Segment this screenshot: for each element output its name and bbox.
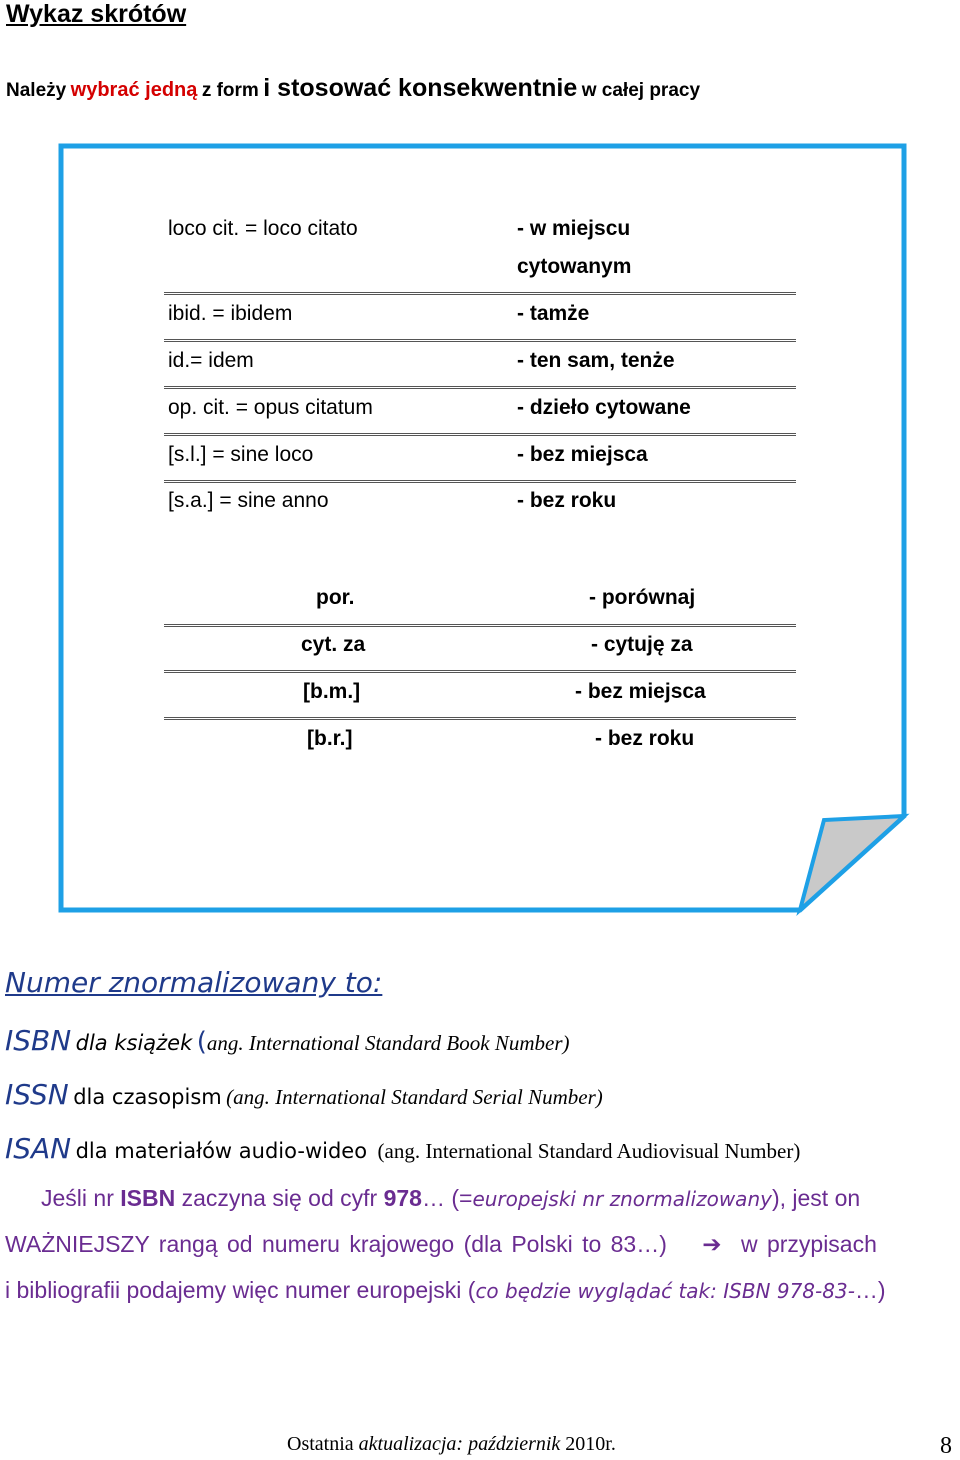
para-l1-c: … (= xyxy=(421,1185,473,1211)
row-cyt-left: cyt. za xyxy=(301,633,366,656)
row-por-left: por. xyxy=(316,586,355,609)
row-bm-left: [b.m.] xyxy=(303,680,361,703)
isbn-paren: ( xyxy=(196,1027,207,1057)
isbn-line xyxy=(5,1024,569,1057)
isbn-desc: dla książek xyxy=(75,1031,193,1055)
isbn-ang: ang. International Standard Book Number) xyxy=(206,1031,570,1055)
divider xyxy=(164,433,796,436)
row-idem-left: id.= idem xyxy=(168,349,254,372)
page-title: Wykaz skrótów xyxy=(6,0,187,28)
page-number: 8 xyxy=(940,1433,952,1459)
footer-text1: Ostatnia xyxy=(287,1433,354,1455)
isan-code: ISAN xyxy=(5,1132,72,1165)
row-loco-cit-right2: cytowanym xyxy=(517,255,632,278)
para-l3-a: i bibliografii podajemy więc numer europejski ( xyxy=(5,1277,476,1303)
row-bm-right: - bez miejsca xyxy=(575,680,706,703)
footer-text3: 2010r. xyxy=(565,1433,616,1455)
row-idem-right: - ten sam, tenże xyxy=(517,349,675,372)
row-sl-right: - bez miejsca xyxy=(517,443,648,466)
para-l2-a: WAŻNIEJSZY rangą od numeru krajowego (dla Polski to 83…) xyxy=(5,1231,667,1257)
isan-line xyxy=(5,1132,800,1165)
para-l1-it: europejski nr znormalizowany xyxy=(472,1187,772,1211)
divider xyxy=(164,624,796,627)
intro-part5: w całej pracy xyxy=(581,80,701,101)
divider xyxy=(164,386,796,389)
row-loco-cit-right: - w miejscu xyxy=(517,217,631,240)
intro-part1: Należy xyxy=(6,80,67,101)
intro-part2: wybrać jedną xyxy=(70,79,198,101)
para-l1-b: zaczyna się od cyfr xyxy=(181,1185,378,1211)
para-l1-isbn: ISBN xyxy=(120,1185,176,1211)
divider xyxy=(164,717,796,720)
issn-line xyxy=(5,1078,603,1111)
isbn-code: ISBN xyxy=(5,1024,72,1057)
row-loco-cit-left: loco cit. = loco citato xyxy=(168,217,358,240)
paragraph-line-2 xyxy=(5,1231,957,1258)
para-l2-b: w przypisach xyxy=(740,1231,877,1257)
divider xyxy=(164,339,796,342)
row-sa-right: - bez roku xyxy=(517,489,617,512)
issn-code: ISSN xyxy=(5,1078,69,1111)
divider xyxy=(164,480,796,483)
intro-part3: z form xyxy=(201,80,259,101)
row-ibid-left: ibid. = ibidem xyxy=(168,302,293,325)
paragraph-line-3 xyxy=(5,1277,957,1304)
row-br-left: [b.r.] xyxy=(307,727,353,750)
paragraph-line-1 xyxy=(5,1185,957,1212)
footer-text xyxy=(287,1433,616,1456)
para-l1-978: 978 xyxy=(383,1185,422,1211)
arrow-right-icon: ➔ xyxy=(702,1231,722,1257)
para-l1-a: Jeśli nr xyxy=(41,1185,114,1211)
para-l3-it: co będzie wyglądać tak: ISBN 978-83- xyxy=(475,1279,855,1303)
divider xyxy=(164,670,796,673)
numer-heading: Numer znormalizowany to: xyxy=(5,966,383,999)
row-opcit-right: - dzieło cytowane xyxy=(517,396,691,419)
row-sl-left: [s.l.] = sine loco xyxy=(168,443,314,466)
isan-ang: (ang. International Standard Audiovisual Number) xyxy=(377,1139,801,1163)
row-cyt-right: - cytuję za xyxy=(591,633,693,656)
issn-desc: dla czasopism xyxy=(73,1085,222,1109)
footer-text2: aktualizacja: październik xyxy=(358,1433,561,1455)
para-l1-d: ), jest on xyxy=(771,1185,861,1211)
intro-part4: i stosować konsekwentnie xyxy=(263,74,578,102)
para-l3-b: …) xyxy=(854,1277,886,1303)
row-br-right: - bez roku xyxy=(595,727,695,750)
isan-desc: dla materiałów audio-wideo xyxy=(75,1139,368,1163)
row-sa-left: [s.a.] = sine anno xyxy=(168,489,329,512)
row-ibid-right: - tamże xyxy=(517,302,590,325)
divider xyxy=(164,292,796,295)
row-por-right: - porównaj xyxy=(589,586,696,609)
issn-ang: (ang. International Standard Serial Number) xyxy=(226,1085,603,1109)
row-opcit-left: op. cit. = opus citatum xyxy=(168,396,373,419)
